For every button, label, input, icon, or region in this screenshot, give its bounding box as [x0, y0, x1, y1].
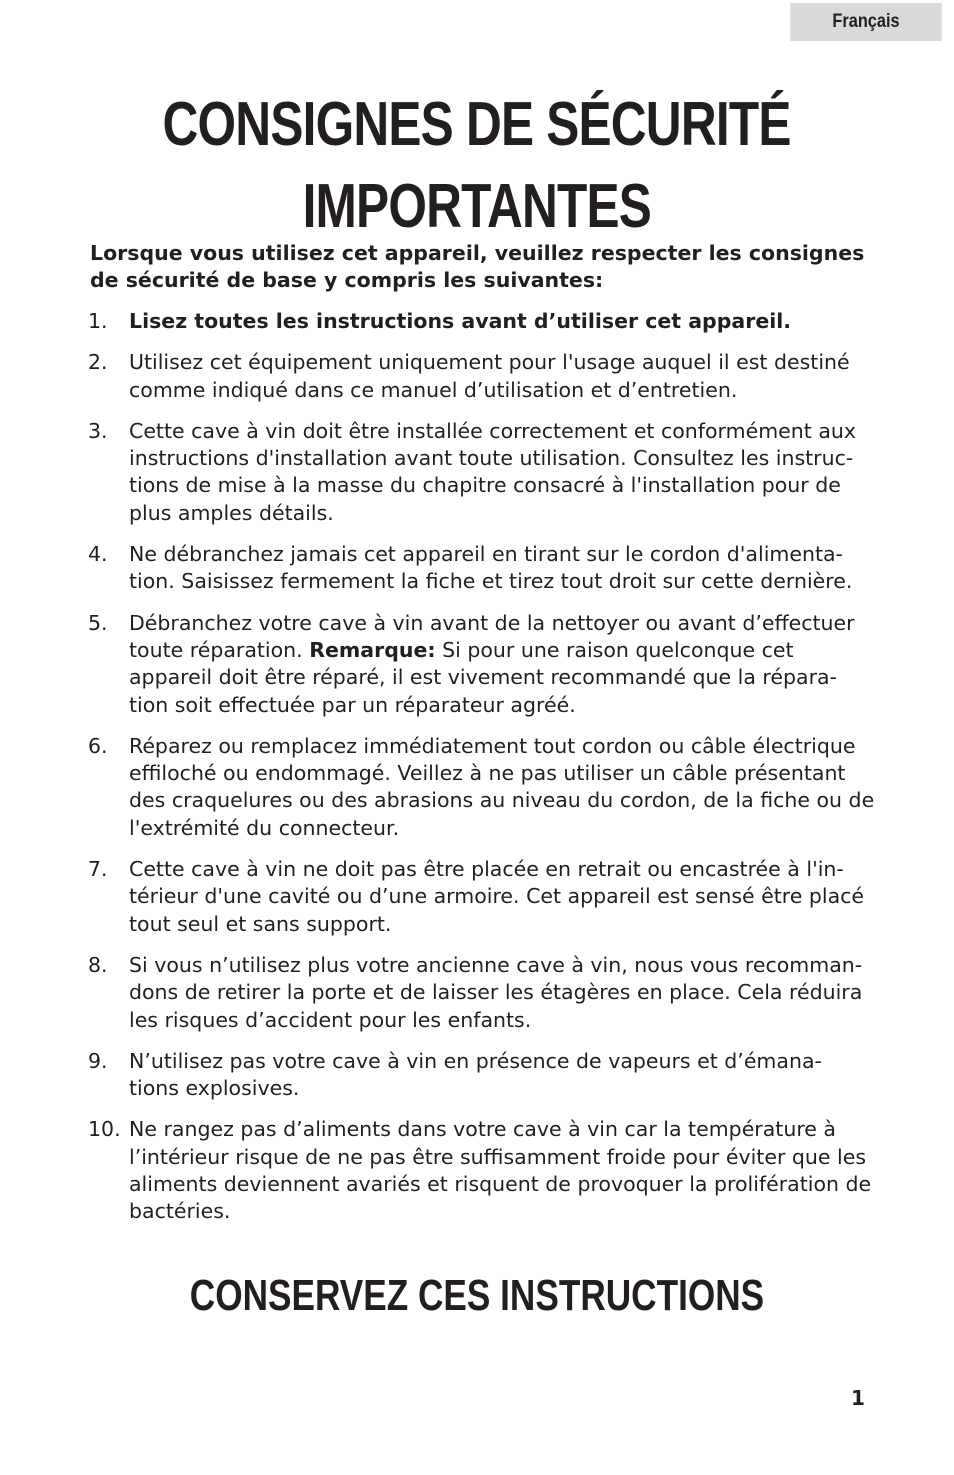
item-number: 3. [88, 418, 108, 443]
intro-text: Lorsque vous utilisez cet appareil, veuillez respecter les consignes de sécurité de base y compris les suivantes: [90, 241, 865, 292]
list-item [88, 856, 878, 938]
item-text: Ne rangez pas d’aliments dans votre cave à vin car la température à l’intérieur risque de ne pas être suffisamment froide pour éviter que les aliments deviennent avariés et risquent de provoquer la prolifération de bactéries. [129, 1117, 872, 1224]
safety-instructions-list [88, 308, 878, 1240]
item-text-before: Débranchez votre cave à vin avant de la nettoyer ou avant d’effectuer toute réparation. [129, 610, 855, 662]
item-number: 9. [88, 1048, 108, 1073]
footer-title [0, 1268, 954, 1324]
item-text: Cette cave à vin doit être installée correctement et conformément aux instructions d'installation avant toute utilisation. Consultez les instruc- tions de mise à la masse du chapitre consacré à l'installation pour de plus amples détails. [129, 418, 857, 525]
item-number: 7. [88, 857, 108, 882]
list-item [88, 733, 878, 842]
item-text-after: Si pour une raison quelconque cet appareil doit être réparé, il est vivement recommandé que la répara- tion soit effectuée par un réparateur agréé. [129, 637, 837, 717]
list-item [88, 1116, 878, 1225]
language-tab[interactable]: Français [790, 3, 941, 41]
item-number: 8. [88, 952, 108, 977]
list-item [88, 349, 878, 404]
list-item [88, 610, 878, 719]
remark-label: Remarque: [309, 637, 436, 662]
item-number: 1. [88, 309, 108, 333]
item-text: Utilisez cet équipement uniquement pour l'usage auquel il est destiné comme indiqué dans ce manuel d’utilisation et d’entretien. [129, 350, 850, 402]
item-number: 2. [88, 350, 108, 375]
page-title-line-1: CONSIGNES DE SÉCURITÉ [162, 90, 792, 159]
item-number: 4. [88, 542, 108, 567]
item-number: 5. [88, 610, 108, 635]
item-number: 10. [88, 1117, 121, 1142]
list-item [88, 952, 878, 1034]
footer-title-text: CONSERVEZ CES INSTRUCTIONS [189, 1271, 765, 1320]
item-text: Réparez ou remplacez immédiatement tout cordon ou câble électrique effiloché ou endommagé. Veillez à ne pas utiliser un câble présentant des craquelures ou des abrasions au niveau du cordon, de la fiche ou de l'extrémité du connecteur. [129, 733, 875, 840]
list-item [88, 418, 878, 527]
list-item [88, 1048, 878, 1103]
item-number: 6. [88, 733, 108, 758]
item-text: Lisez toutes les instructions avant d’utiliser cet appareil. [129, 309, 792, 333]
item-text: Ne débranchez jamais cet appareil en tirant sur le cordon d'alimenta- tion. Saisissez fermement la fiche et tirez tout droit sur cette dernière. [129, 542, 853, 594]
list-item [88, 308, 878, 335]
page-number: 1 [851, 1386, 865, 1410]
page-title [0, 84, 954, 248]
page-title-line-2: IMPORTANTES [302, 172, 652, 241]
item-text: Si vous n’utilisez plus votre ancienne cave à vin, nous vous recomman- dons de retirer la porte et de laisser les étagères en place. Cela réduira les risques d’accident pour les enfants. [129, 952, 863, 1032]
item-text: N’utilisez pas votre cave à vin en présence de vapeurs et d’émana- tions explosives. [129, 1048, 822, 1101]
list-item [88, 541, 878, 596]
item-text: Cette cave à vin ne doit pas être placée en retrait ou encastrée à l'in- térieur d'une cavité ou d’une armoire. Cet appareil est sensé être placé tout seul et sans support. [129, 857, 865, 936]
